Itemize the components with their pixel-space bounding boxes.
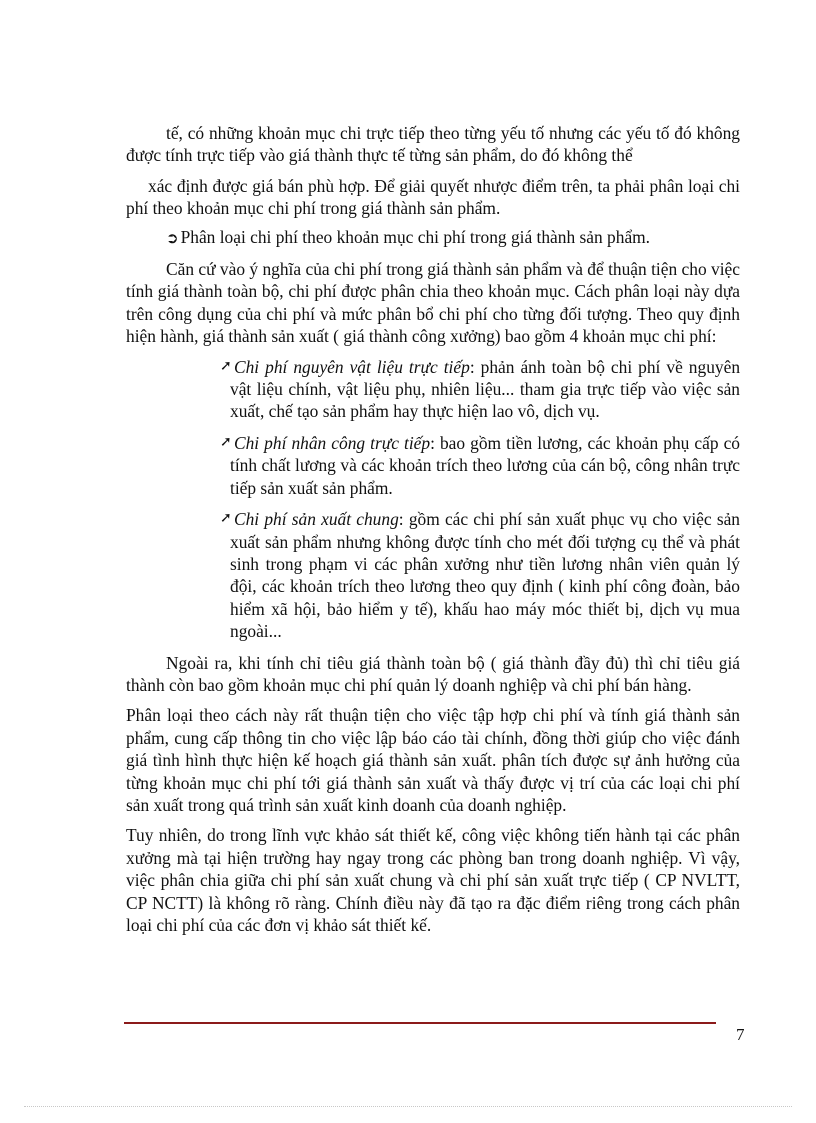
list-item [222,508,740,642]
list-item [222,356,740,423]
paragraph-4: Ngoài ra, khi tính chỉ tiêu giá thành toàn bộ ( giá thành đầy đủ) thì chỉ tiêu giá thành còn bao gồm khoản mục chi phí quản lý doanh nghiệp và chi phí bán hàng. [126,652,740,695]
cost-item-list [222,356,740,643]
arrow-bullet-icon: ➚ [220,511,232,527]
list-item [222,432,740,499]
list-item-text: : bao gồm tiền lương, các khoản phụ cấp có tính chất lương và các khoản trích theo lương của cán bộ, công nhân trực tiếp sản xuất sản phẩm. [230,432,740,498]
footer-rule [124,1022,716,1024]
page-boundary [24,1106,792,1107]
section-heading-text: Phân loại chi phí theo khoản mục chi phí trong giá thành sản phẩm. [180,226,651,247]
list-item-text: : phản ánh toàn bộ chi phí về nguyên vật liệu chính, vật liệu phụ, nhiên liệu... tham gia trực tiếp vào việc sản xuất, chế tạo sản phẩm hay thực hiện lao vô, dịch vụ. [230,356,741,422]
paragraph-1: tế, có những khoản mục chi trực tiếp theo từng yếu tố nhưng các yếu tố đó không được tính trực tiếp vào giá thành thực tế từng sản phẩm, do đó không thể [126,123,740,166]
arrow-bullet-icon: ➚ [220,434,232,450]
list-item-term: Chi phí nguyên vật liệu trực tiếp [234,356,470,377]
paragraph-3: Căn cứ vào ý nghĩa của chi phí trong giá thành sản phẩm và để thuận tiện cho việc tính giá thành toàn bộ, chi phí được phân chia theo khoản mục. Cách phân loại này dựa trên công dụng của chi phí và mức phân bổ chi phí cho từng đối tượng. Theo quy định hiện hành, giá thành sản xuất ( giá thành công xưởng) bao gồm 4 khoản mục chi phí: [126,259,740,347]
list-item-text: : gồm các chi phí sản xuất phục vụ cho việc sản xuất sản phẩm nhưng không được tính cho mét đối tượng cụ thể và phát sinh trong phạm vi các phân xưởng như tiền lương nhân viên quản lý đội, các khoản trích theo lương theo quy định ( kinh phí công đoàn, bảo hiểm xã hội, bảo hiểm y tế), khấu hao máy móc thiết bị, dịch vụ mua ngoài... [230,509,740,642]
page-number: 7 [736,1025,745,1044]
body-text [126,122,740,936]
list-item-term: Chi phí nhân công trực tiếp [234,432,431,453]
paragraph-2: xác định được giá bán phù hợp. Để giải quyết nhược điểm trên, ta phải phân loại chi phí theo khoản mục chi phí trong giá thành sản phẩm. [126,175,740,219]
paragraph-5: Phân loại theo cách này rất thuận tiện cho việc tập hợp chi phí và tính giá thành sản phẩm, cung cấp thông tin cho việc lập báo cáo tài chính, đồng thời giúp cho việc đánh giá tình hình thực hiện kế hoạch giá thành sản xuất. phân tích được sự ảnh hưởng của từng khoản mục chi phí tới giá thành sản xuất và thấy được vị trí của các loại chi phí sản xuất trong quá trình sản xuất kinh doanh của doanh nghiệp. [126,705,740,815]
arrow-icon: ➲ [166,230,179,247]
list-item-term: Chi phí sản xuất chung [234,509,399,530]
section-heading [126,226,740,250]
arrow-bullet-icon: ➚ [220,358,232,374]
paragraph-6: Tuy nhiên, do trong lĩnh vực khảo sát thiết kế, công việc không tiến hành tại các phân xưởng mà tại hiện trường hay ngay trong các phòng ban trong doanh nghiệp. Vì vậy, việc phân chia giữa chi phí sản xuất chung và chi phí sản xuất trực tiếp ( CP NVLTT, CP NCTT) là không rõ ràng. Chính điều này đã tạo ra đặc điểm riêng trong cách phân loại chi phí của các đơn vị khảo sát thiết kế. [126,825,740,935]
